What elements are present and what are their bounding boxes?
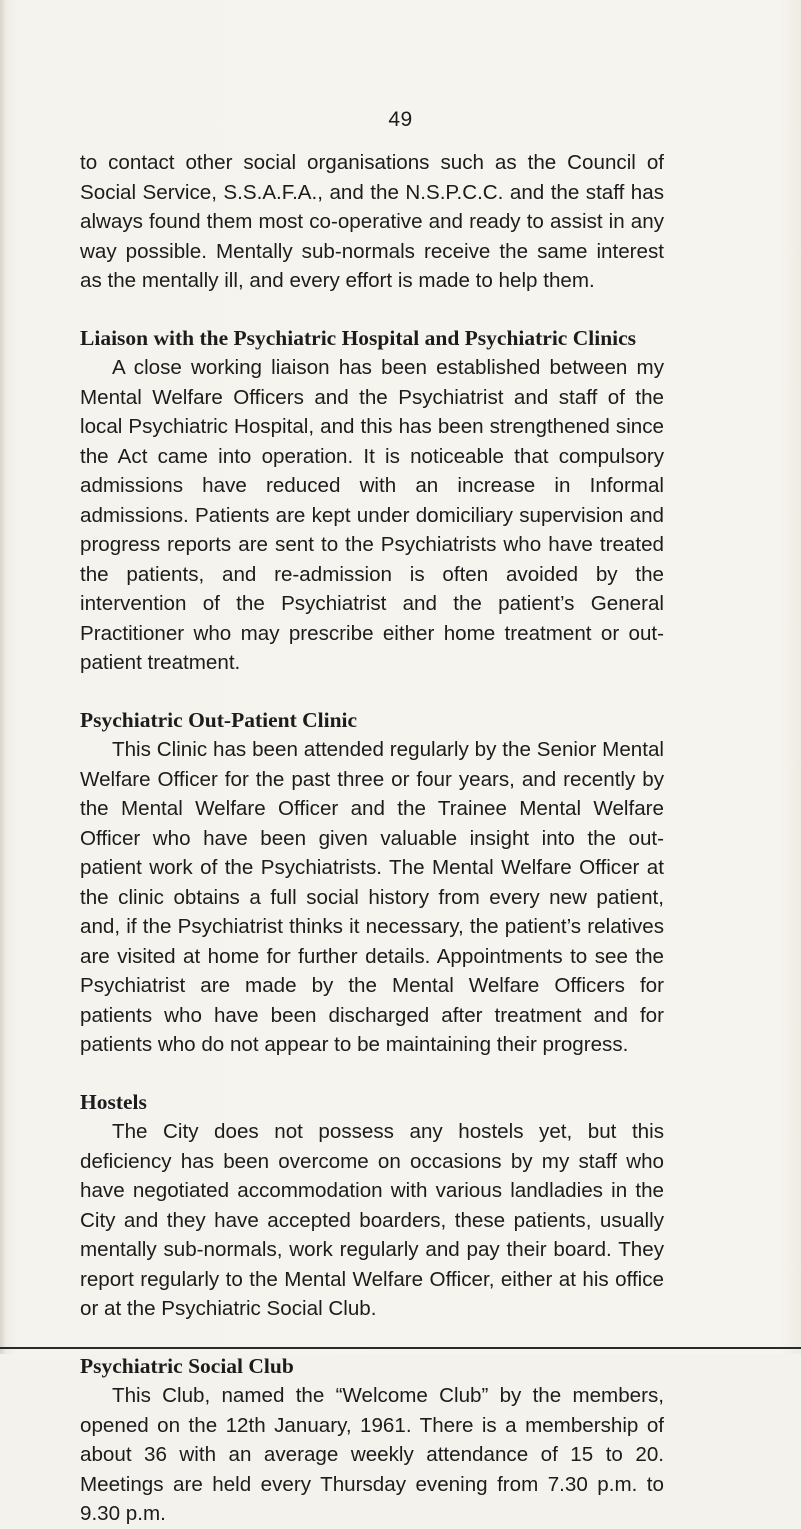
section-paragraph-outpatient-clinic: This Clinic has been attended regularly by the Senior Mental Welfare Officer for the past three or four years, and recently by the Mental Welfare Officer and the Trainee Mental Welfare Officer who have been given valuable insight into the out-patient work of the Psychiatrists. The Mental Welfare Officer at the clinic obtains a full social history from every new patient, and, if the Psychiatrist thinks it necessary, the patient’s relatives are visited at home for further details. Appointments to see the Psychiatrist are made by the Mental Welfare Officers for patients who have been discharged after treatment and for patients who do not appear to be maintaining their progress. (80, 738, 664, 1056)
section-heading-liaison: Liaison with the Psychiatric Hospital and Psychiatric Clinics (80, 325, 637, 350)
section-gap (80, 296, 664, 324)
page-bottom-rule (0, 1347, 801, 1349)
page-body (80, 148, 664, 1529)
section-paragraph-hostels: The City does not possess any hostels yet, but this deficiency has been overcome on occasions by my staff who have negotiated accommodation with various landladies in the City and they have accepted boarders, these patients, usually mentally sub-normals, work regularly and pay their board. They report regularly to the Mental Welfare Officer, either at his office or at the Psychiatric Social Club. (80, 1120, 664, 1320)
section-gap (80, 1060, 664, 1088)
intro-paragraph: to contact other social organisations such as the Council of Social Service, S.S.A.F.A., and the N.S.P.C.C. and the staff has always found them most co-operative and ready to assist in any way possible. Mentally sub-normals receive the same interest as the mentally ill, and every effort is made to help them. (80, 151, 664, 292)
section-paragraph-social-club: This Club, named the “Welcome Club” by the members, opened on the 12th January, 1961. There is a membership of about 36 with an average weekly attendance of 15 to 20. Meetings are held every Thursday evening from 7.30 p.m. to 9.30 p.m. (80, 1384, 664, 1525)
section-heading-hostels: Hostels (80, 1089, 147, 1114)
page-left-edge-shadow (0, 0, 6, 1354)
section-gap (80, 678, 664, 706)
page-number: 49 (388, 108, 413, 131)
section-paragraph-liaison: A close working liaison has been established between my Mental Welfare Officers and the Psychiatrist and staff of the local Psychiatric Hospital, and this has been strengthened since the Act came into operation. It is noticeable that compulsory admissions have reduced with an increase in Informal admissions. Patients are kept under domiciliary supervision and progress reports are sent to the Psychiatrists who have treated the patients, and re-admission is often avoided by the intervention of the Psychiatrist and the patient’s General Practitioner who may prescribe either home treatment or out-patient treatment. (80, 356, 664, 674)
section-heading-outpatient-clinic: Psychiatric Out-Patient Clinic (80, 707, 358, 732)
section-heading-social-club: Psychiatric Social Club (80, 1353, 294, 1378)
